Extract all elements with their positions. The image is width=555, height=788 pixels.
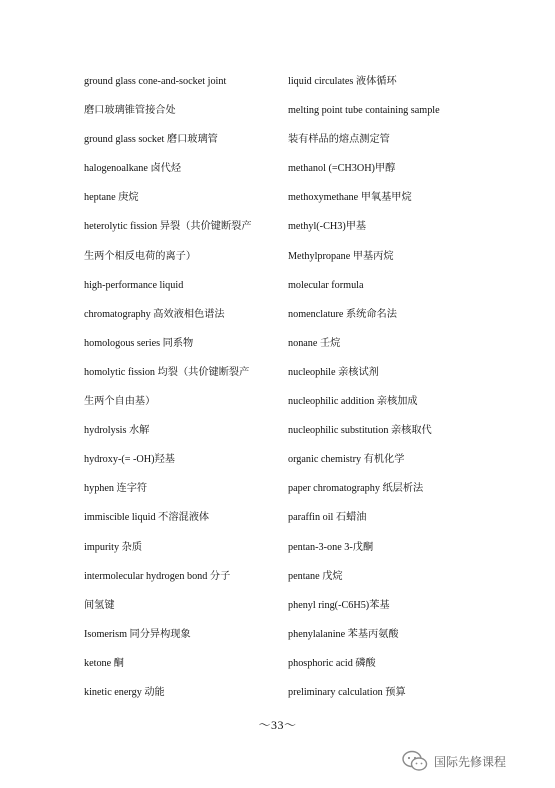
glossary-entry: molecular formula (288, 279, 364, 291)
glossary-entry: melting point tube containing sample (288, 105, 440, 117)
glossary-entry: nomenclature 系统命名法 (288, 308, 397, 320)
glossary-entry: nucleophilic addition 亲核加成 (288, 396, 418, 408)
watermark (402, 748, 506, 774)
glossary-entry: Isomerism 同分异构现象 (84, 628, 191, 640)
glossary-entry: preliminary calculation 预算 (288, 686, 406, 698)
left-column (84, 73, 314, 713)
glossary-entry: phenylalanine 苯基丙氨酸 (288, 628, 399, 640)
glossary-entry: kinetic energy 动能 (84, 686, 165, 698)
glossary-entry: high-performance liquid (84, 279, 184, 291)
glossary-entry: halogenoalkane 卤代烃 (84, 163, 182, 175)
glossary-entry: methanol (=CH3OH)甲醇 (288, 163, 396, 175)
glossary-entry: homologous series 同系物 (84, 337, 194, 349)
glossary-entry: phenyl ring(-C6H5)苯基 (288, 599, 390, 611)
glossary-entry: phosphoric acid 磷酸 (288, 657, 376, 669)
glossary-entry: 生两个自由基） (84, 396, 156, 408)
glossary-entry: chromatography 高效液相色谱法 (84, 308, 225, 320)
glossary-entry: paper chromatography 纸层析法 (288, 483, 424, 495)
wechat-icon (402, 750, 428, 772)
glossary-entry: 生两个相反电荷的离子） (84, 250, 197, 262)
glossary-entry: 磨口玻璃锥管接合处 (84, 105, 176, 117)
glossary-entry: liquid circulates 液体循环 (288, 76, 397, 87)
glossary-entry: 间氢键 (84, 599, 115, 611)
glossary-entry: ground glass cone-and-socket joint (84, 76, 227, 87)
watermark-text: 国际先修课程 (434, 754, 507, 769)
glossary-entry: methoxymethane 甲氧基甲烷 (288, 192, 412, 204)
glossary-entry: ketone 酮 (84, 657, 124, 669)
glossary-entry: impurity 杂质 (84, 541, 143, 553)
glossary-entry: pentan-3-one 3-戊酮 (288, 541, 374, 553)
glossary-entry: ground glass socket 磨口玻璃管 (84, 134, 218, 146)
glossary-entry: methyl(-CH3)甲基 (288, 221, 367, 233)
glossary-entry: nucleophile 亲核试剂 (288, 366, 379, 378)
page-number: ～33～ (258, 718, 297, 732)
glossary-entry: immiscible liquid 不溶混液体 (84, 512, 210, 524)
glossary-entry: hydroxy-(= -OH)羟基 (84, 454, 175, 466)
glossary-entry: organic chemistry 有机化学 (288, 454, 405, 466)
glossary-entry: nucleophilic substitution 亲核取代 (288, 425, 432, 437)
glossary-entry: homolytic fission 均裂（共价键断裂产 (84, 366, 250, 378)
glossary-entry: paraffin oil 石蜡油 (288, 512, 367, 524)
glossary-entry: pentane 戊烷 (288, 570, 343, 582)
glossary-entry: hyphen 连字符 (84, 483, 148, 495)
glossary-entry: hydrolysis 水解 (84, 425, 150, 437)
right-column (288, 73, 488, 713)
glossary-entry: nonane 壬烷 (288, 337, 341, 349)
glossary-entry: 装有样品的熔点测定管 (288, 134, 390, 146)
glossary-entry: intermolecular hydrogen bond 分子 (84, 570, 231, 582)
glossary-entry: heterolytic fission 异裂（共价键断裂产 (84, 221, 252, 233)
glossary-entry: Methylpropane 甲基丙烷 (288, 250, 394, 262)
glossary-entry: heptane 庚烷 (84, 192, 139, 204)
